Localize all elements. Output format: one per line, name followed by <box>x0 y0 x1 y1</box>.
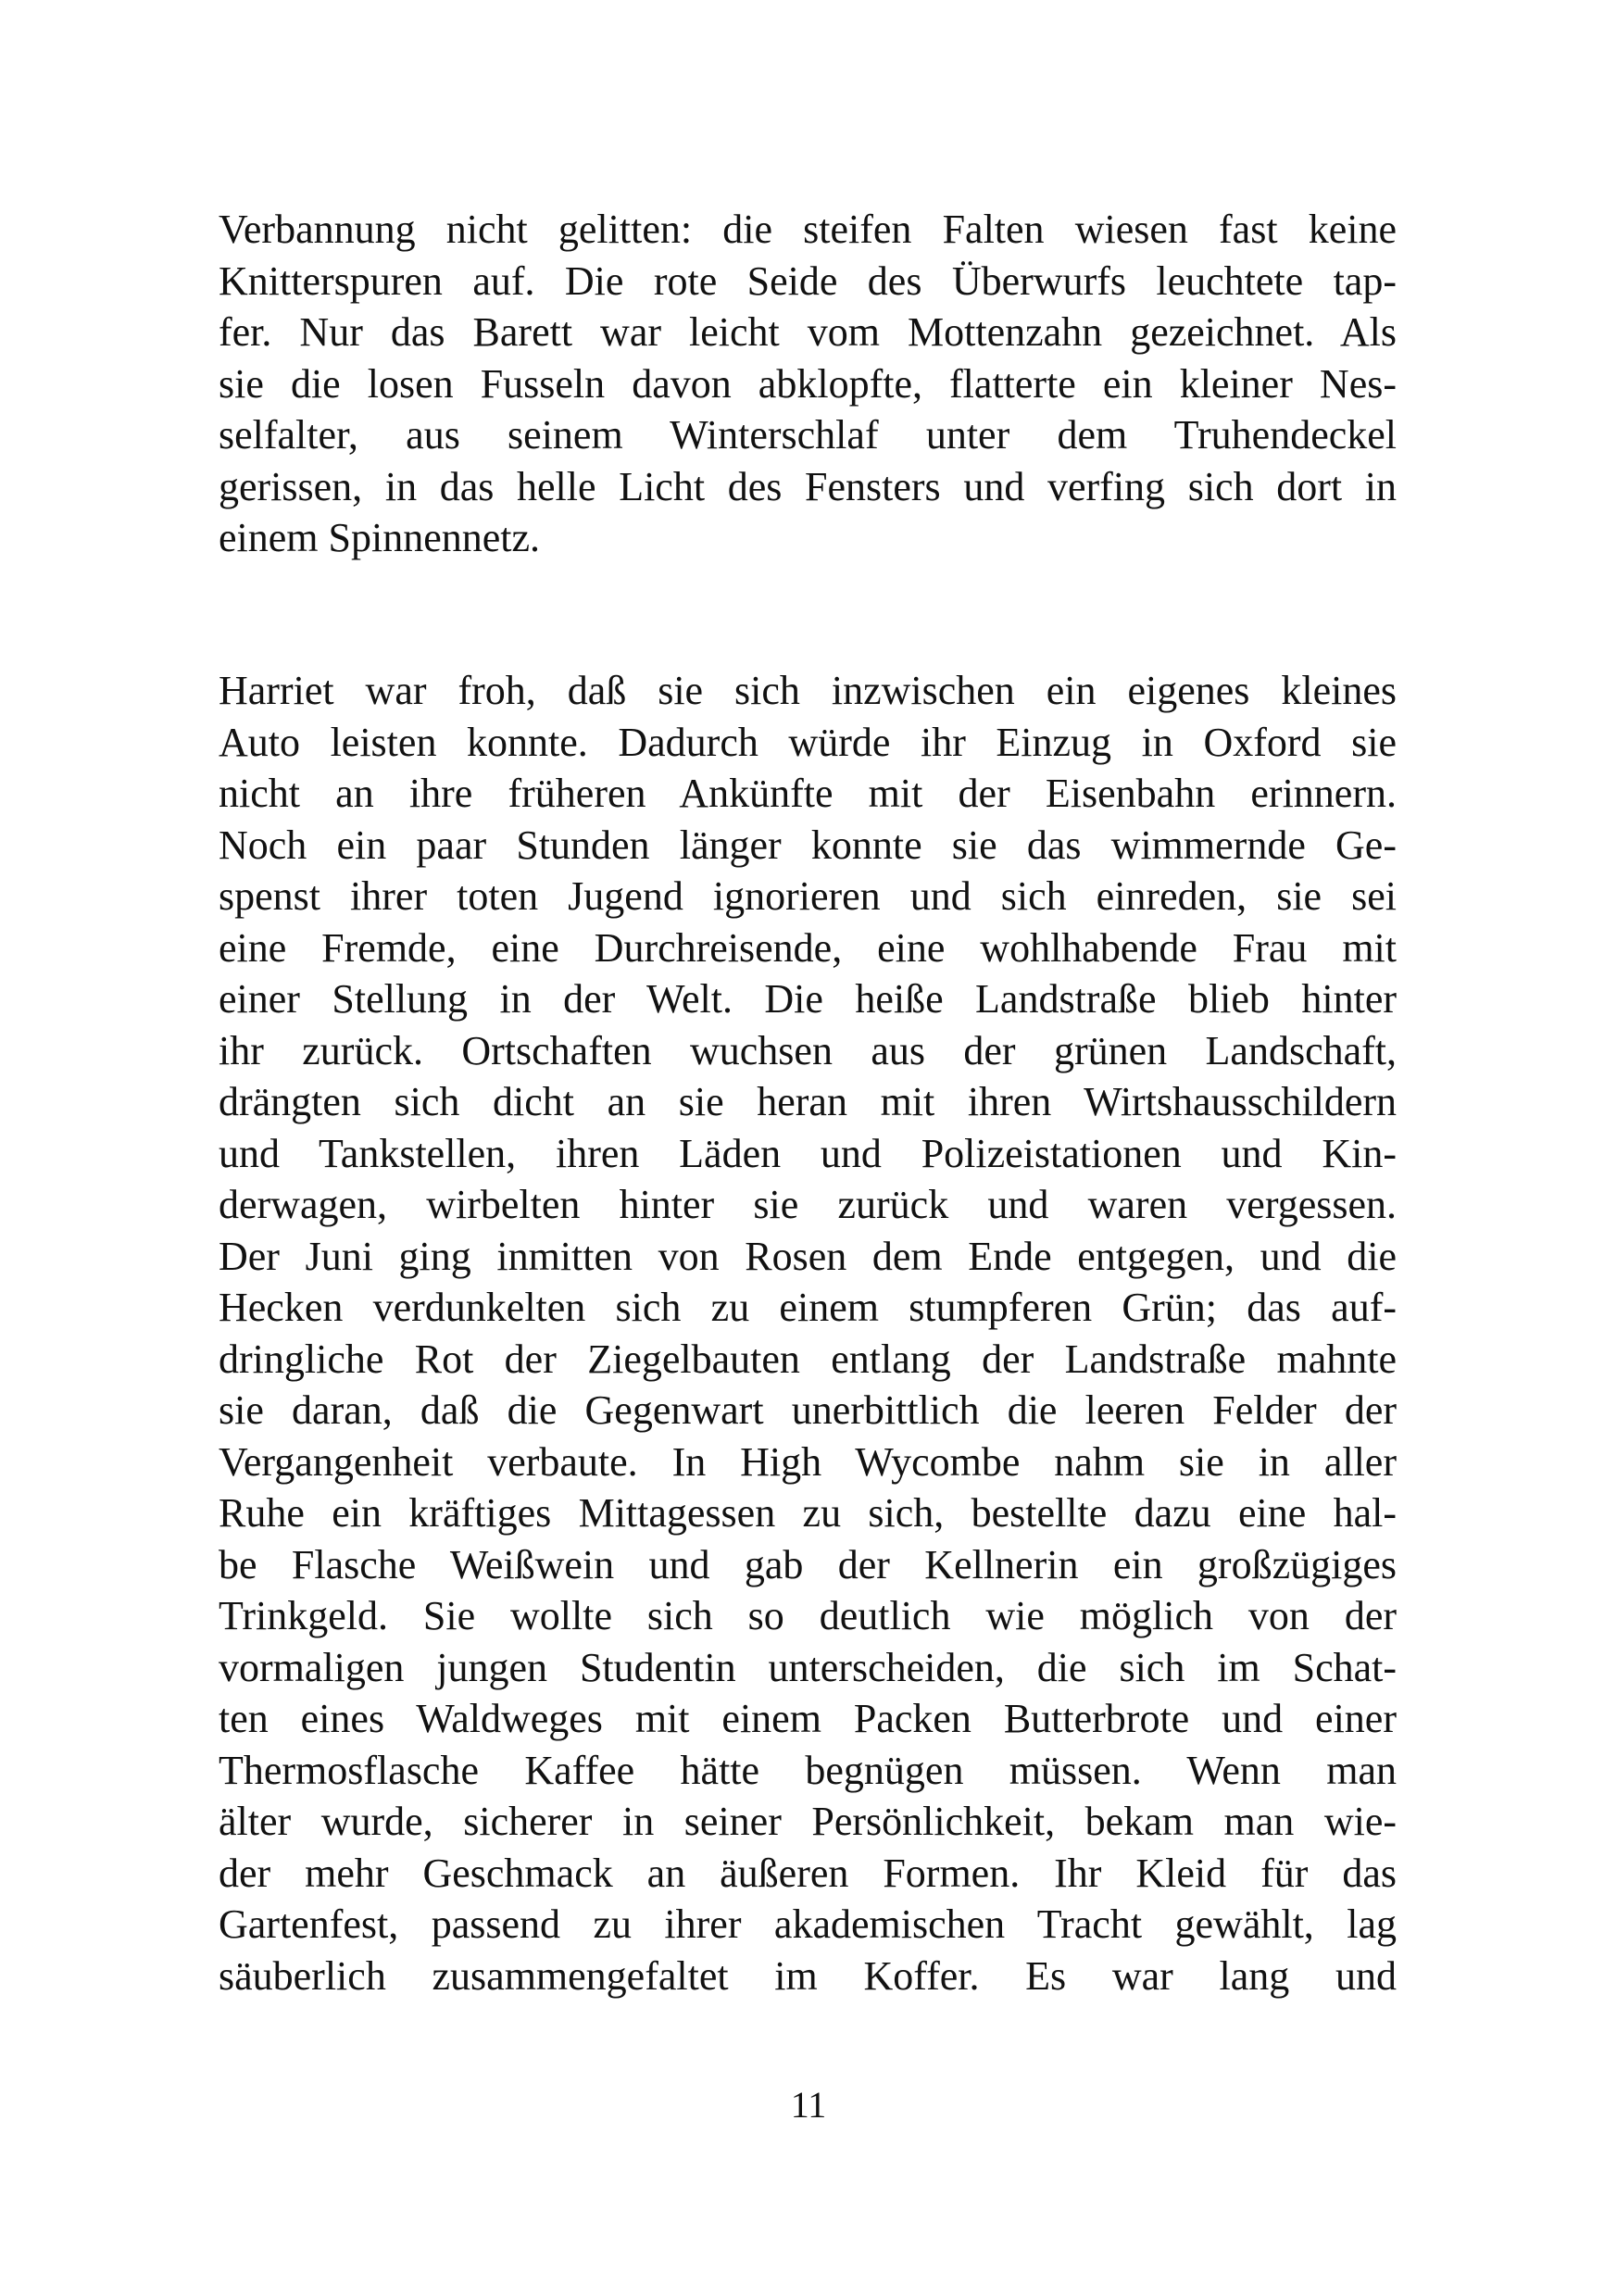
text-line: nicht an ihre früheren Ankünfte mit der Eisenbahn erinnern. <box>219 771 1397 816</box>
text-line: und Tankstellen, ihren Läden und Polizeistationen und Kin- <box>219 1130 1397 1176</box>
text-line: Auto leisten konnte. Dadurch würde ihr Einzug in Oxford sie <box>219 719 1397 765</box>
paragraph-1 <box>219 204 1397 564</box>
text-line: einer Stellung in der Welt. Die heiße Landstraße blieb hinter <box>219 976 1397 1022</box>
text-line: Knitterspuren auf. Die rote Seide des Überwurfs leuchtete tap- <box>219 257 1397 304</box>
text-line: Ruhe ein kräftiges Mittagessen zu sich, bestellte dazu eine hal- <box>219 1490 1397 1536</box>
text-line: Harriet war froh, daß sie sich inzwischen ein eigenes kleines <box>219 668 1397 713</box>
text-line: Gartenfest, passend zu ihrer akademischen Tracht gewählt, lag <box>219 1901 1397 1947</box>
text-line: gerissen, in das helle Licht des Fensters und verfing sich dort in <box>219 463 1397 509</box>
text-line: dringliche Rot der Ziegelbauten entlang der Landstraße mahnte <box>219 1336 1397 1382</box>
text-line: säuberlich zusammengefaltet im Koffer. Es war lang und <box>219 1952 1397 1999</box>
text-line: spenst ihrer toten Jugend ignorieren und sich einreden, sie sei <box>219 873 1397 919</box>
text-line: Vergangenheit verbaute. In High Wycombe nahm sie in aller <box>219 1438 1397 1485</box>
text-line: Der Juni ging inmitten von Rosen dem Ende entgegen, und die <box>219 1233 1397 1279</box>
text-line: Noch ein paar Stunden länger konnte sie das wimmernde Ge- <box>219 822 1397 868</box>
text-line: drängten sich dicht an sie heran mit ihren Wirtshausschildern <box>219 1079 1397 1124</box>
text-line: sie die losen Fusseln davon abklopfte, flatterte ein kleiner Nes- <box>219 360 1397 407</box>
text-line: sie daran, daß die Gegenwart unerbittlich die leeren Felder der <box>219 1387 1397 1433</box>
text-line: älter wurde, sicherer in seiner Persönlichkeit, bekam man wie- <box>219 1799 1397 1844</box>
text-line: ihr zurück. Ortschaften wuchsen aus der grünen Landschaft, <box>219 1027 1397 1073</box>
text-line: be Flasche Weißwein und gab der Kellnerin ein großzügiges <box>219 1541 1397 1587</box>
text-line: Trinkgeld. Sie wollte sich so deutlich wie möglich von der <box>219 1593 1397 1638</box>
text-line: selfalter, aus seinem Winterschlaf unter dem Truhendeckel <box>219 412 1397 458</box>
text-line: derwagen, wirbelten hinter sie zurück und waren vergessen. <box>219 1182 1397 1227</box>
paragraph-2 <box>219 665 1397 2001</box>
page-number: 11 <box>790 2084 827 2126</box>
text-line: einem Spinnennetz. <box>219 515 541 560</box>
text-line: Verbannung nicht gelitten: die steifen Falten wiesen fast keine <box>219 207 1397 252</box>
text-line: Hecken verdunkelten sich zu einem stumpferen Grün; das auf- <box>219 1285 1397 1330</box>
text-line: vormaligen jungen Studentin unterscheiden, die sich im Schat- <box>219 1644 1397 1690</box>
text-line: der mehr Geschmack an äußeren Formen. Ihr Kleid für das <box>219 1850 1397 1896</box>
text-line: ten eines Waldweges mit einem Packen Butterbrote und einer <box>219 1696 1397 1741</box>
text-line: Thermosflasche Kaffee hätte begnügen müssen. Wenn man <box>219 1747 1397 1793</box>
text-line: eine Fremde, eine Durchreisende, eine wohlhabende Frau mit <box>219 924 1397 971</box>
text-line: fer. Nur das Barett war leicht vom Mottenzahn gezeichnet. Als <box>219 309 1397 355</box>
